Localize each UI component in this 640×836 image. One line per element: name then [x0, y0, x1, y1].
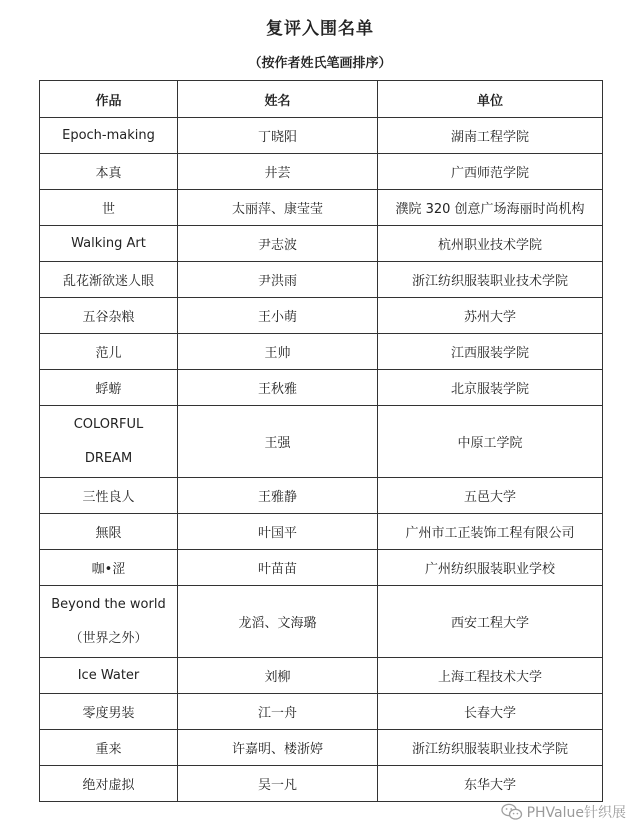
unit-cell: 浙江纺织服装职业技术学院 [378, 262, 603, 298]
table-row [40, 406, 603, 478]
watermark [501, 802, 626, 822]
work-cell [40, 586, 178, 658]
work-cell: Epoch-making [40, 118, 178, 154]
unit-cell: 广州纺织服装职业学校 [378, 550, 603, 586]
work-line-1: COLORFUL [73, 416, 144, 432]
table-row [40, 334, 603, 370]
work-cell: Walking Art [40, 226, 178, 262]
column-header-name: 姓名 [178, 81, 378, 118]
name-cell: 王雅静 [178, 478, 378, 514]
finalist-table [39, 80, 603, 802]
unit-cell: 广州市工正装饰工程有限公司 [378, 514, 603, 550]
name-cell: 井芸 [178, 154, 378, 190]
unit-cell: 濮院 320 创意广场海丽时尚机构 [378, 190, 603, 226]
table-row [40, 550, 603, 586]
table-row [40, 154, 603, 190]
name-cell: 太丽萍、康莹莹 [178, 190, 378, 226]
table-row [40, 694, 603, 730]
unit-cell: 长春大学 [378, 694, 603, 730]
unit-cell: 广西师范学院 [378, 154, 603, 190]
name-cell: 吴一凡 [178, 766, 378, 802]
table-row [40, 766, 603, 802]
table-row [40, 586, 603, 658]
table-row [40, 298, 603, 334]
wechat-icon [501, 803, 523, 821]
unit-cell: 五邑大学 [378, 478, 603, 514]
work-cell: 乱花渐欲迷人眼 [40, 262, 178, 298]
name-cell: 尹志波 [178, 226, 378, 262]
name-cell: 王强 [178, 406, 378, 478]
work-cell: 重来 [40, 730, 178, 766]
name-cell: 尹洪雨 [178, 262, 378, 298]
name-cell: 王秋雅 [178, 370, 378, 406]
work-cell: 绝对虚拟 [40, 766, 178, 802]
table-header-row [40, 81, 603, 118]
name-cell: 叶苗苗 [178, 550, 378, 586]
name-cell: 丁晓阳 [178, 118, 378, 154]
column-header-work: 作品 [40, 81, 178, 118]
unit-cell: 中原工学院 [378, 406, 603, 478]
name-cell: 刘柳 [178, 658, 378, 694]
work-cell: 咖•涩 [40, 550, 178, 586]
work-cell: 蜉蝣 [40, 370, 178, 406]
table-row [40, 370, 603, 406]
work-cell: 無限 [40, 514, 178, 550]
work-cell: 范儿 [40, 334, 178, 370]
unit-cell: 北京服装学院 [378, 370, 603, 406]
name-cell: 叶国平 [178, 514, 378, 550]
table-row [40, 226, 603, 262]
table-row [40, 262, 603, 298]
watermark-text: PHValue针织展 [526, 805, 626, 821]
name-cell: 许嘉明、楼浙婷 [178, 730, 378, 766]
work-cell: 零度男装 [40, 694, 178, 730]
table-row [40, 190, 603, 226]
name-cell: 王小萌 [178, 298, 378, 334]
unit-cell: 上海工程技术大学 [378, 658, 603, 694]
table-row [40, 478, 603, 514]
unit-cell: 湖南工程学院 [378, 118, 603, 154]
work-line-2: （世界之外） [69, 630, 148, 646]
unit-cell: 浙江纺织服装职业技术学院 [378, 730, 603, 766]
unit-cell: 江西服装学院 [378, 334, 603, 370]
name-cell: 龙滔、文海璐 [178, 586, 378, 658]
table-row [40, 118, 603, 154]
work-cell: 五谷杂粮 [40, 298, 178, 334]
name-cell: 江一舟 [178, 694, 378, 730]
table-row [40, 730, 603, 766]
unit-cell: 西安工程大学 [378, 586, 603, 658]
column-header-unit: 单位 [378, 81, 603, 118]
work-line-1: Beyond the world [51, 596, 166, 612]
work-cell: 本真 [40, 154, 178, 190]
work-cell: Ice Water [40, 658, 178, 694]
unit-cell: 苏州大学 [378, 298, 603, 334]
table-row [40, 658, 603, 694]
work-cell: 三性良人 [40, 478, 178, 514]
work-line-2: DREAM [84, 450, 133, 466]
work-cell: 世 [40, 190, 178, 226]
unit-cell: 杭州职业技术学院 [378, 226, 603, 262]
table-row [40, 514, 603, 550]
page-subtitle: （按作者姓氏笔画排序） [248, 56, 392, 71]
name-cell: 王帅 [178, 334, 378, 370]
work-cell [40, 406, 178, 478]
unit-cell: 东华大学 [378, 766, 603, 802]
page-title: 复评入围名单 [266, 19, 374, 39]
